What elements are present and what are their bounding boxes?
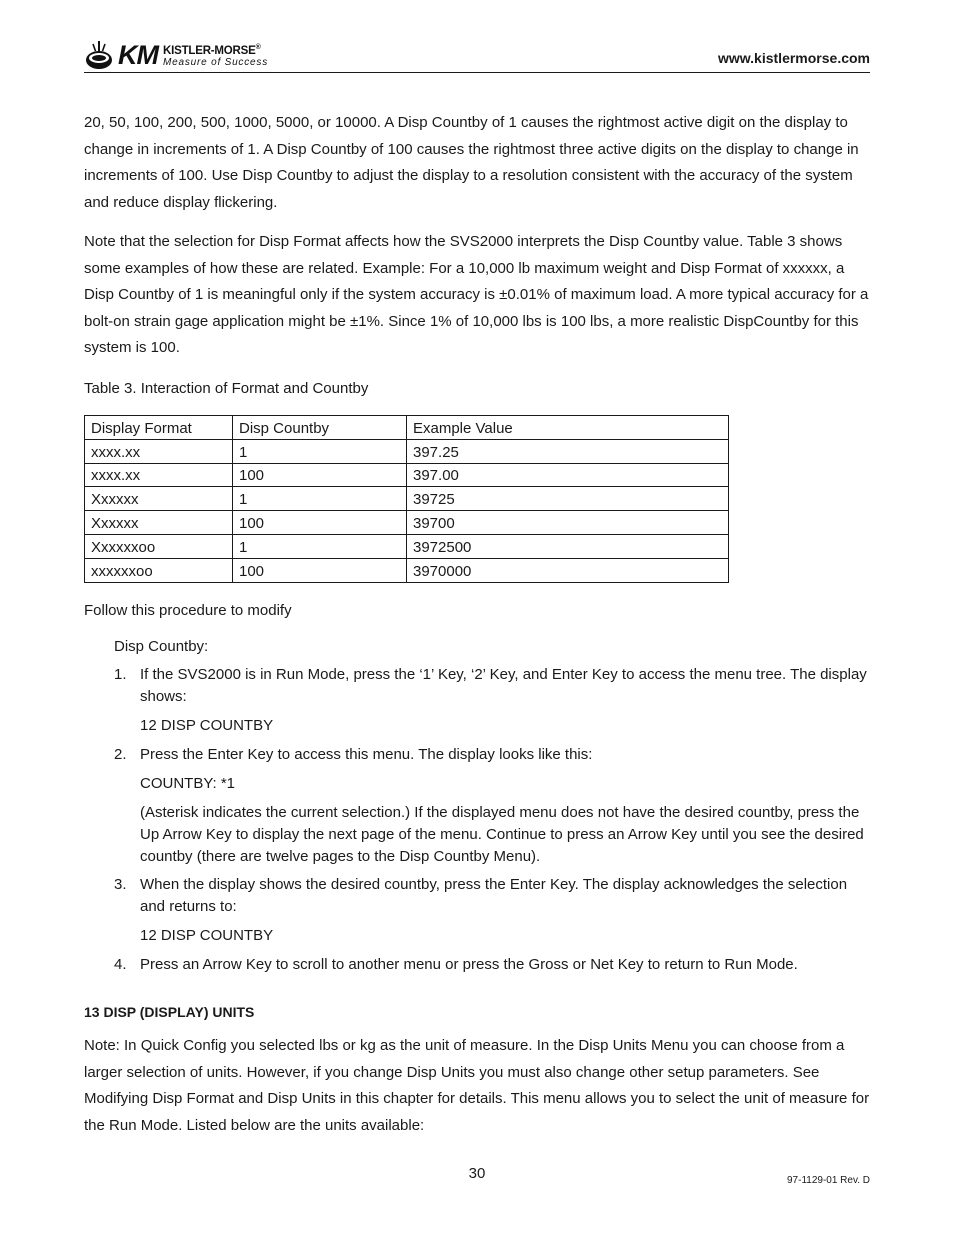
kistler-morse-logo: [84, 38, 268, 72]
table-cell: Xxxxxxoo: [85, 534, 233, 558]
table-cell: Xxxxxx: [85, 487, 233, 511]
logo-company-name: KISTLER-MORSE: [163, 44, 256, 57]
page-header: [84, 36, 870, 74]
section-heading: 13 DISP (DISPLAY) UNITS: [84, 1004, 255, 1020]
table-header-cell: Display Format: [85, 416, 233, 440]
step-number: 3.: [114, 876, 127, 893]
table-cell: 397.25: [407, 439, 729, 463]
table-cell: 3972500: [407, 534, 729, 558]
display-readout-1: 12 DISP COUNTBY: [140, 717, 274, 734]
table-cell: 397.00: [407, 463, 729, 487]
step-text: When the display shows the desired countby, press the Enter Key. The display acknowledges the selection and returns to:: [140, 876, 848, 915]
section-paragraph: Note: In Quick Config you selected lbs or kg as the unit of measure. In the Disp Units Menu you can choose from a larger selection of units. However, if you change Disp Units you must also change other setup parameters. See Modifying Disp Format and Disp Units in this chapter for details. This menu allows you to select the unit of measure for the Run Mode. Listed below are the units available:: [84, 1037, 870, 1134]
table-header-cell: Disp Countby: [233, 416, 407, 440]
table-caption: Table 3. Interaction of Format and Countby: [84, 380, 369, 397]
header-divider: [84, 72, 870, 73]
format-countby-table: [84, 415, 729, 583]
table-cell: xxxx.xx: [85, 463, 233, 487]
step-number: 1.: [114, 666, 127, 683]
step-number: 4.: [114, 956, 127, 973]
table-row: [85, 463, 729, 487]
step-2-note: (Asterisk indicates the current selection.) If the displayed menu does not have the desired countby, press the Up Arrow Key to display the next page of the menu. Continue to press an Arrow Key until you see the desired countby (there are twelve pages to the Disp Countby Menu).: [140, 804, 864, 865]
table-cell: 1: [233, 534, 407, 558]
table-cell: 39700: [407, 511, 729, 535]
logo-emblem-icon: [84, 39, 114, 71]
table-cell: 100: [233, 463, 407, 487]
table-cell: 3970000: [407, 558, 729, 582]
table-row: [85, 439, 729, 463]
step-text: If the SVS2000 is in Run Mode, press the ‘1’ Key, ‘2’ Key, and Enter Key to access the menu tree. The display shows:: [140, 666, 867, 705]
display-readout-3: 12 DISP COUNTBY: [140, 927, 274, 944]
table-cell: 100: [233, 558, 407, 582]
step-text: Press an Arrow Key to scroll to another menu or press the Gross or Net Key to return to Run Mode.: [140, 956, 798, 973]
table-row: [85, 534, 729, 558]
page-number: 30: [468, 1165, 486, 1182]
step-text: Press the Enter Key to access this menu. The display looks like this:: [140, 746, 593, 763]
document-revision: 97-1129-01 Rev. D: [786, 1175, 870, 1186]
table-row: [85, 511, 729, 535]
paragraph-countby-intro: 20, 50, 100, 200, 500, 1000, 5000, or 10000. A Disp Countby of 1 causes the rightmost active digit on the display to change in increments of 1. A Disp Countby of 100 causes the rightmost three active digits on the display to change in increments of 100. Use Disp Countby to adjust the display to a resolution consistent with the accuracy of the system and reduce display flickering.: [84, 114, 859, 211]
table-cell: 1: [233, 439, 407, 463]
table-row: [85, 487, 729, 511]
procedure-intro: Follow this procedure to modify: [84, 602, 292, 619]
table-cell: Xxxxxx: [85, 511, 233, 535]
registered-mark: ®: [255, 44, 261, 52]
procedure-subject: Disp Countby:: [114, 638, 209, 655]
logo-letters: KM: [118, 39, 158, 70]
step-number: 2.: [114, 746, 127, 763]
table-row: [85, 558, 729, 582]
table-cell: 100: [233, 511, 407, 535]
table-header-row: [85, 416, 729, 440]
table-cell: xxxxxxoo: [85, 558, 233, 582]
table-cell: 39725: [407, 487, 729, 511]
table-cell: xxxx.xx: [85, 439, 233, 463]
table-cell: 1: [233, 487, 407, 511]
display-readout-2: COUNTBY: *1: [140, 775, 236, 792]
paragraph-format-note: Note that the selection for Disp Format affects how the SVS2000 interprets the Disp Countby value. Table 3 shows some examples of how these are related. Example: For a 10,000 lb maximum weight and Disp Format of xxxxxx, a Disp Countby of 1 is meaningful only if the system accuracy is ±0.01% of maximum load. A more typical accuracy for a bolt-on strain gage application might be ±1%. Since 1% of 10,000 lbs is 100 lbs, a more realistic DispCountby for this system is 100.: [84, 233, 869, 356]
logo-tagline: Measure of Success: [163, 56, 268, 68]
website-url: www.kistlermorse.com: [718, 50, 870, 66]
table-header-cell: Example Value: [407, 416, 729, 440]
